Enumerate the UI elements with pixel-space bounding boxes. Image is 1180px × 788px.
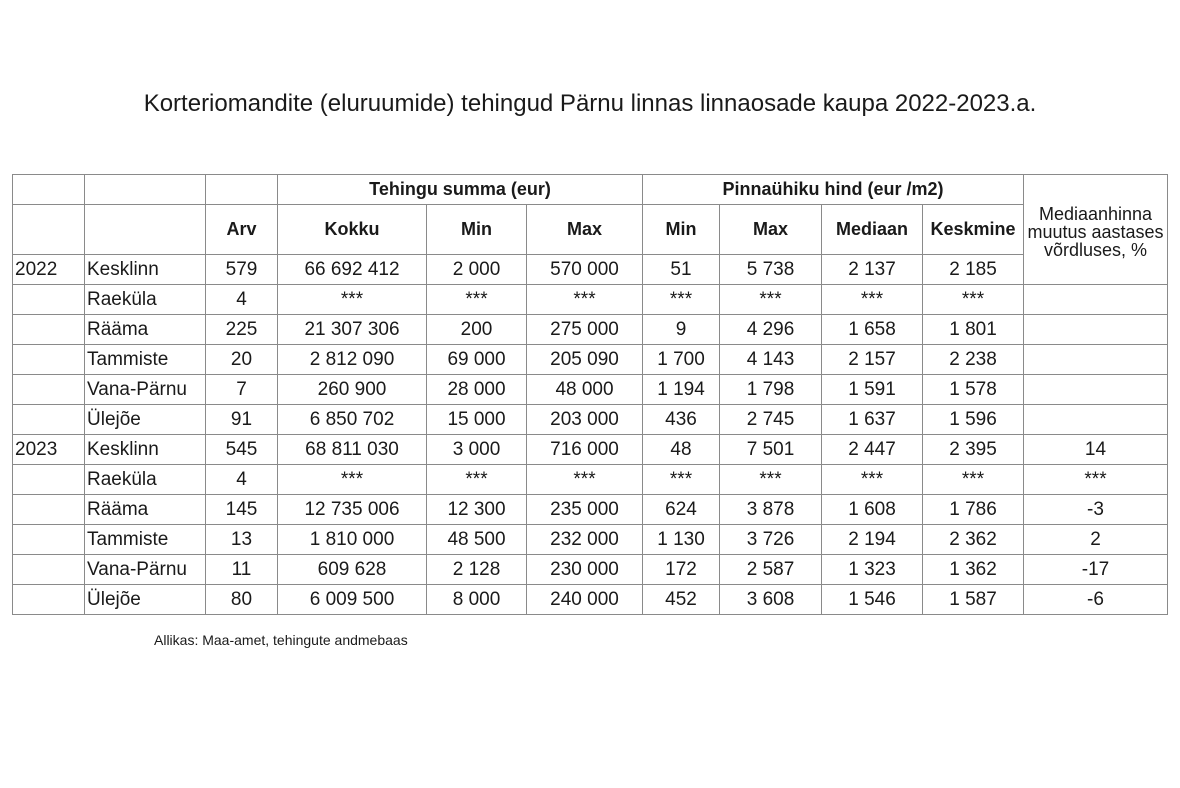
- price-min-cell: 51: [643, 255, 720, 285]
- sum-min-cell: 12 300: [427, 495, 527, 525]
- mean-cell: 1 362: [923, 555, 1024, 585]
- table-row: [13, 465, 1168, 495]
- district-cell: Ülejõe: [85, 405, 206, 435]
- header-row-groups: [13, 175, 1168, 205]
- year-cell: [13, 345, 85, 375]
- transactions-table: [12, 174, 1168, 615]
- mean-cell: 2 238: [923, 345, 1024, 375]
- mean-cell: 2 362: [923, 525, 1024, 555]
- median-cell: 1 637: [822, 405, 923, 435]
- sum-max-cell: ***: [527, 285, 643, 315]
- kokku-cell: ***: [278, 285, 427, 315]
- kokku-cell: 6 009 500: [278, 585, 427, 615]
- arv-cell: 13: [206, 525, 278, 555]
- price-max-cell: ***: [720, 285, 822, 315]
- arv-cell: 91: [206, 405, 278, 435]
- price-max-cell: 4 296: [720, 315, 822, 345]
- price-min-cell: 1 194: [643, 375, 720, 405]
- header-sum-max: Max: [527, 205, 643, 255]
- year-cell: [13, 465, 85, 495]
- table-row: [13, 435, 1168, 465]
- price-min-cell: 436: [643, 405, 720, 435]
- sum-max-cell: 235 000: [527, 495, 643, 525]
- sum-min-cell: 2 000: [427, 255, 527, 285]
- arv-cell: 4: [206, 285, 278, 315]
- district-cell: Vana-Pärnu: [85, 375, 206, 405]
- mean-cell: 1 801: [923, 315, 1024, 345]
- arv-cell: 545: [206, 435, 278, 465]
- year-cell: [13, 285, 85, 315]
- price-min-cell: 452: [643, 585, 720, 615]
- district-cell: Kesklinn: [85, 435, 206, 465]
- median-cell: 1 591: [822, 375, 923, 405]
- change-cell: [1024, 405, 1168, 435]
- year-cell: [13, 585, 85, 615]
- sum-max-cell: 232 000: [527, 525, 643, 555]
- district-cell: Raeküla: [85, 465, 206, 495]
- header-group-price: Pinnaühiku hind (eur /m2): [643, 175, 1024, 205]
- header-row-columns: [13, 205, 1168, 255]
- year-cell: 2023: [13, 435, 85, 465]
- header-price-min: Min: [643, 205, 720, 255]
- kokku-cell: 260 900: [278, 375, 427, 405]
- mean-cell: ***: [923, 285, 1024, 315]
- arv-cell: 579: [206, 255, 278, 285]
- table-row: [13, 255, 1168, 285]
- district-cell: Rääma: [85, 315, 206, 345]
- sum-min-cell: ***: [427, 465, 527, 495]
- sum-max-cell: 716 000: [527, 435, 643, 465]
- change-cell: [1024, 375, 1168, 405]
- year-cell: [13, 495, 85, 525]
- price-max-cell: 7 501: [720, 435, 822, 465]
- price-min-cell: ***: [643, 465, 720, 495]
- median-cell: ***: [822, 465, 923, 495]
- price-min-cell: 48: [643, 435, 720, 465]
- table-row: [13, 405, 1168, 435]
- header-empty-cell: [85, 205, 206, 255]
- change-cell: -6: [1024, 585, 1168, 615]
- mean-cell: 1 578: [923, 375, 1024, 405]
- sum-min-cell: 3 000: [427, 435, 527, 465]
- median-cell: 1 658: [822, 315, 923, 345]
- header-empty-cell: [13, 175, 85, 205]
- mean-cell: ***: [923, 465, 1024, 495]
- price-max-cell: 2 745: [720, 405, 822, 435]
- median-cell: 1 323: [822, 555, 923, 585]
- sum-max-cell: ***: [527, 465, 643, 495]
- year-cell: 2022: [13, 255, 85, 285]
- arv-cell: 225: [206, 315, 278, 345]
- header-sum-min: Min: [427, 205, 527, 255]
- price-min-cell: ***: [643, 285, 720, 315]
- table-row: [13, 525, 1168, 555]
- table-row: [13, 375, 1168, 405]
- median-cell: 2 447: [822, 435, 923, 465]
- district-cell: Tammiste: [85, 345, 206, 375]
- sum-min-cell: 8 000: [427, 585, 527, 615]
- page-title: Korteriomandite (eluruumide) tehingud Pärnu linnas linnaosade kaupa 2022-2023.a.: [143, 90, 1037, 117]
- change-cell: 14: [1024, 435, 1168, 465]
- sum-min-cell: 48 500: [427, 525, 527, 555]
- change-cell: 2: [1024, 525, 1168, 555]
- table-row: [13, 345, 1168, 375]
- district-cell: Raeküla: [85, 285, 206, 315]
- mean-cell: 2 395: [923, 435, 1024, 465]
- mean-cell: 1 587: [923, 585, 1024, 615]
- header-empty-cell: [13, 205, 85, 255]
- kokku-cell: 2 812 090: [278, 345, 427, 375]
- year-cell: [13, 555, 85, 585]
- sum-max-cell: 275 000: [527, 315, 643, 345]
- sum-max-cell: 570 000: [527, 255, 643, 285]
- sum-min-cell: 2 128: [427, 555, 527, 585]
- change-cell: [1024, 285, 1168, 315]
- kokku-cell: 12 735 006: [278, 495, 427, 525]
- price-min-cell: 9: [643, 315, 720, 345]
- sum-max-cell: 230 000: [527, 555, 643, 585]
- kokku-cell: 609 628: [278, 555, 427, 585]
- price-min-cell: 624: [643, 495, 720, 525]
- header-empty-cell: [206, 175, 278, 205]
- header-group-sum: Tehingu summa (eur): [278, 175, 643, 205]
- mean-cell: 1 786: [923, 495, 1024, 525]
- price-max-cell: 3 878: [720, 495, 822, 525]
- arv-cell: 7: [206, 375, 278, 405]
- header-keskmine: Keskmine: [923, 205, 1024, 255]
- sum-min-cell: 15 000: [427, 405, 527, 435]
- sum-min-cell: 200: [427, 315, 527, 345]
- table-row: [13, 585, 1168, 615]
- kokku-cell: 6 850 702: [278, 405, 427, 435]
- kokku-cell: 1 810 000: [278, 525, 427, 555]
- price-max-cell: 1 798: [720, 375, 822, 405]
- change-cell: -3: [1024, 495, 1168, 525]
- year-cell: [13, 375, 85, 405]
- table-row: [13, 285, 1168, 315]
- price-max-cell: 3 608: [720, 585, 822, 615]
- header-arv: Arv: [206, 205, 278, 255]
- district-cell: Tammiste: [85, 525, 206, 555]
- median-cell: 1 608: [822, 495, 923, 525]
- header-mediaan: Mediaan: [822, 205, 923, 255]
- source-note: Allikas: Maa-amet, tehingute andmebaas: [154, 632, 408, 648]
- year-cell: [13, 405, 85, 435]
- change-cell: -17: [1024, 555, 1168, 585]
- header-kokku: Kokku: [278, 205, 427, 255]
- price-max-cell: 4 143: [720, 345, 822, 375]
- change-cell: [1024, 345, 1168, 375]
- change-cell: [1024, 315, 1168, 345]
- header-price-max: Max: [720, 205, 822, 255]
- sum-min-cell: 69 000: [427, 345, 527, 375]
- median-cell: 2 194: [822, 525, 923, 555]
- median-cell: 2 137: [822, 255, 923, 285]
- district-cell: Vana-Pärnu: [85, 555, 206, 585]
- sum-max-cell: 203 000: [527, 405, 643, 435]
- price-min-cell: 1 700: [643, 345, 720, 375]
- kokku-cell: 66 692 412: [278, 255, 427, 285]
- price-min-cell: 172: [643, 555, 720, 585]
- district-cell: Rääma: [85, 495, 206, 525]
- header-empty-cell: [85, 175, 206, 205]
- kokku-cell: ***: [278, 465, 427, 495]
- sum-min-cell: 28 000: [427, 375, 527, 405]
- price-max-cell: 2 587: [720, 555, 822, 585]
- kokku-cell: 68 811 030: [278, 435, 427, 465]
- year-cell: [13, 525, 85, 555]
- district-cell: Ülejõe: [85, 585, 206, 615]
- median-cell: ***: [822, 285, 923, 315]
- price-max-cell: 5 738: [720, 255, 822, 285]
- mean-cell: 2 185: [923, 255, 1024, 285]
- arv-cell: 145: [206, 495, 278, 525]
- sum-max-cell: 205 090: [527, 345, 643, 375]
- sum-max-cell: 48 000: [527, 375, 643, 405]
- sum-max-cell: 240 000: [527, 585, 643, 615]
- arv-cell: 11: [206, 555, 278, 585]
- median-cell: 1 546: [822, 585, 923, 615]
- price-max-cell: ***: [720, 465, 822, 495]
- header-median-change: Mediaanhinna muutus aastases võrdluses, %: [1024, 175, 1168, 285]
- district-cell: Kesklinn: [85, 255, 206, 285]
- table-row: [13, 555, 1168, 585]
- mean-cell: 1 596: [923, 405, 1024, 435]
- arv-cell: 4: [206, 465, 278, 495]
- sum-min-cell: ***: [427, 285, 527, 315]
- table-row: [13, 495, 1168, 525]
- arv-cell: 80: [206, 585, 278, 615]
- year-cell: [13, 315, 85, 345]
- kokku-cell: 21 307 306: [278, 315, 427, 345]
- price-min-cell: 1 130: [643, 525, 720, 555]
- price-max-cell: 3 726: [720, 525, 822, 555]
- change-cell: ***: [1024, 465, 1168, 495]
- table-row: [13, 315, 1168, 345]
- median-cell: 2 157: [822, 345, 923, 375]
- arv-cell: 20: [206, 345, 278, 375]
